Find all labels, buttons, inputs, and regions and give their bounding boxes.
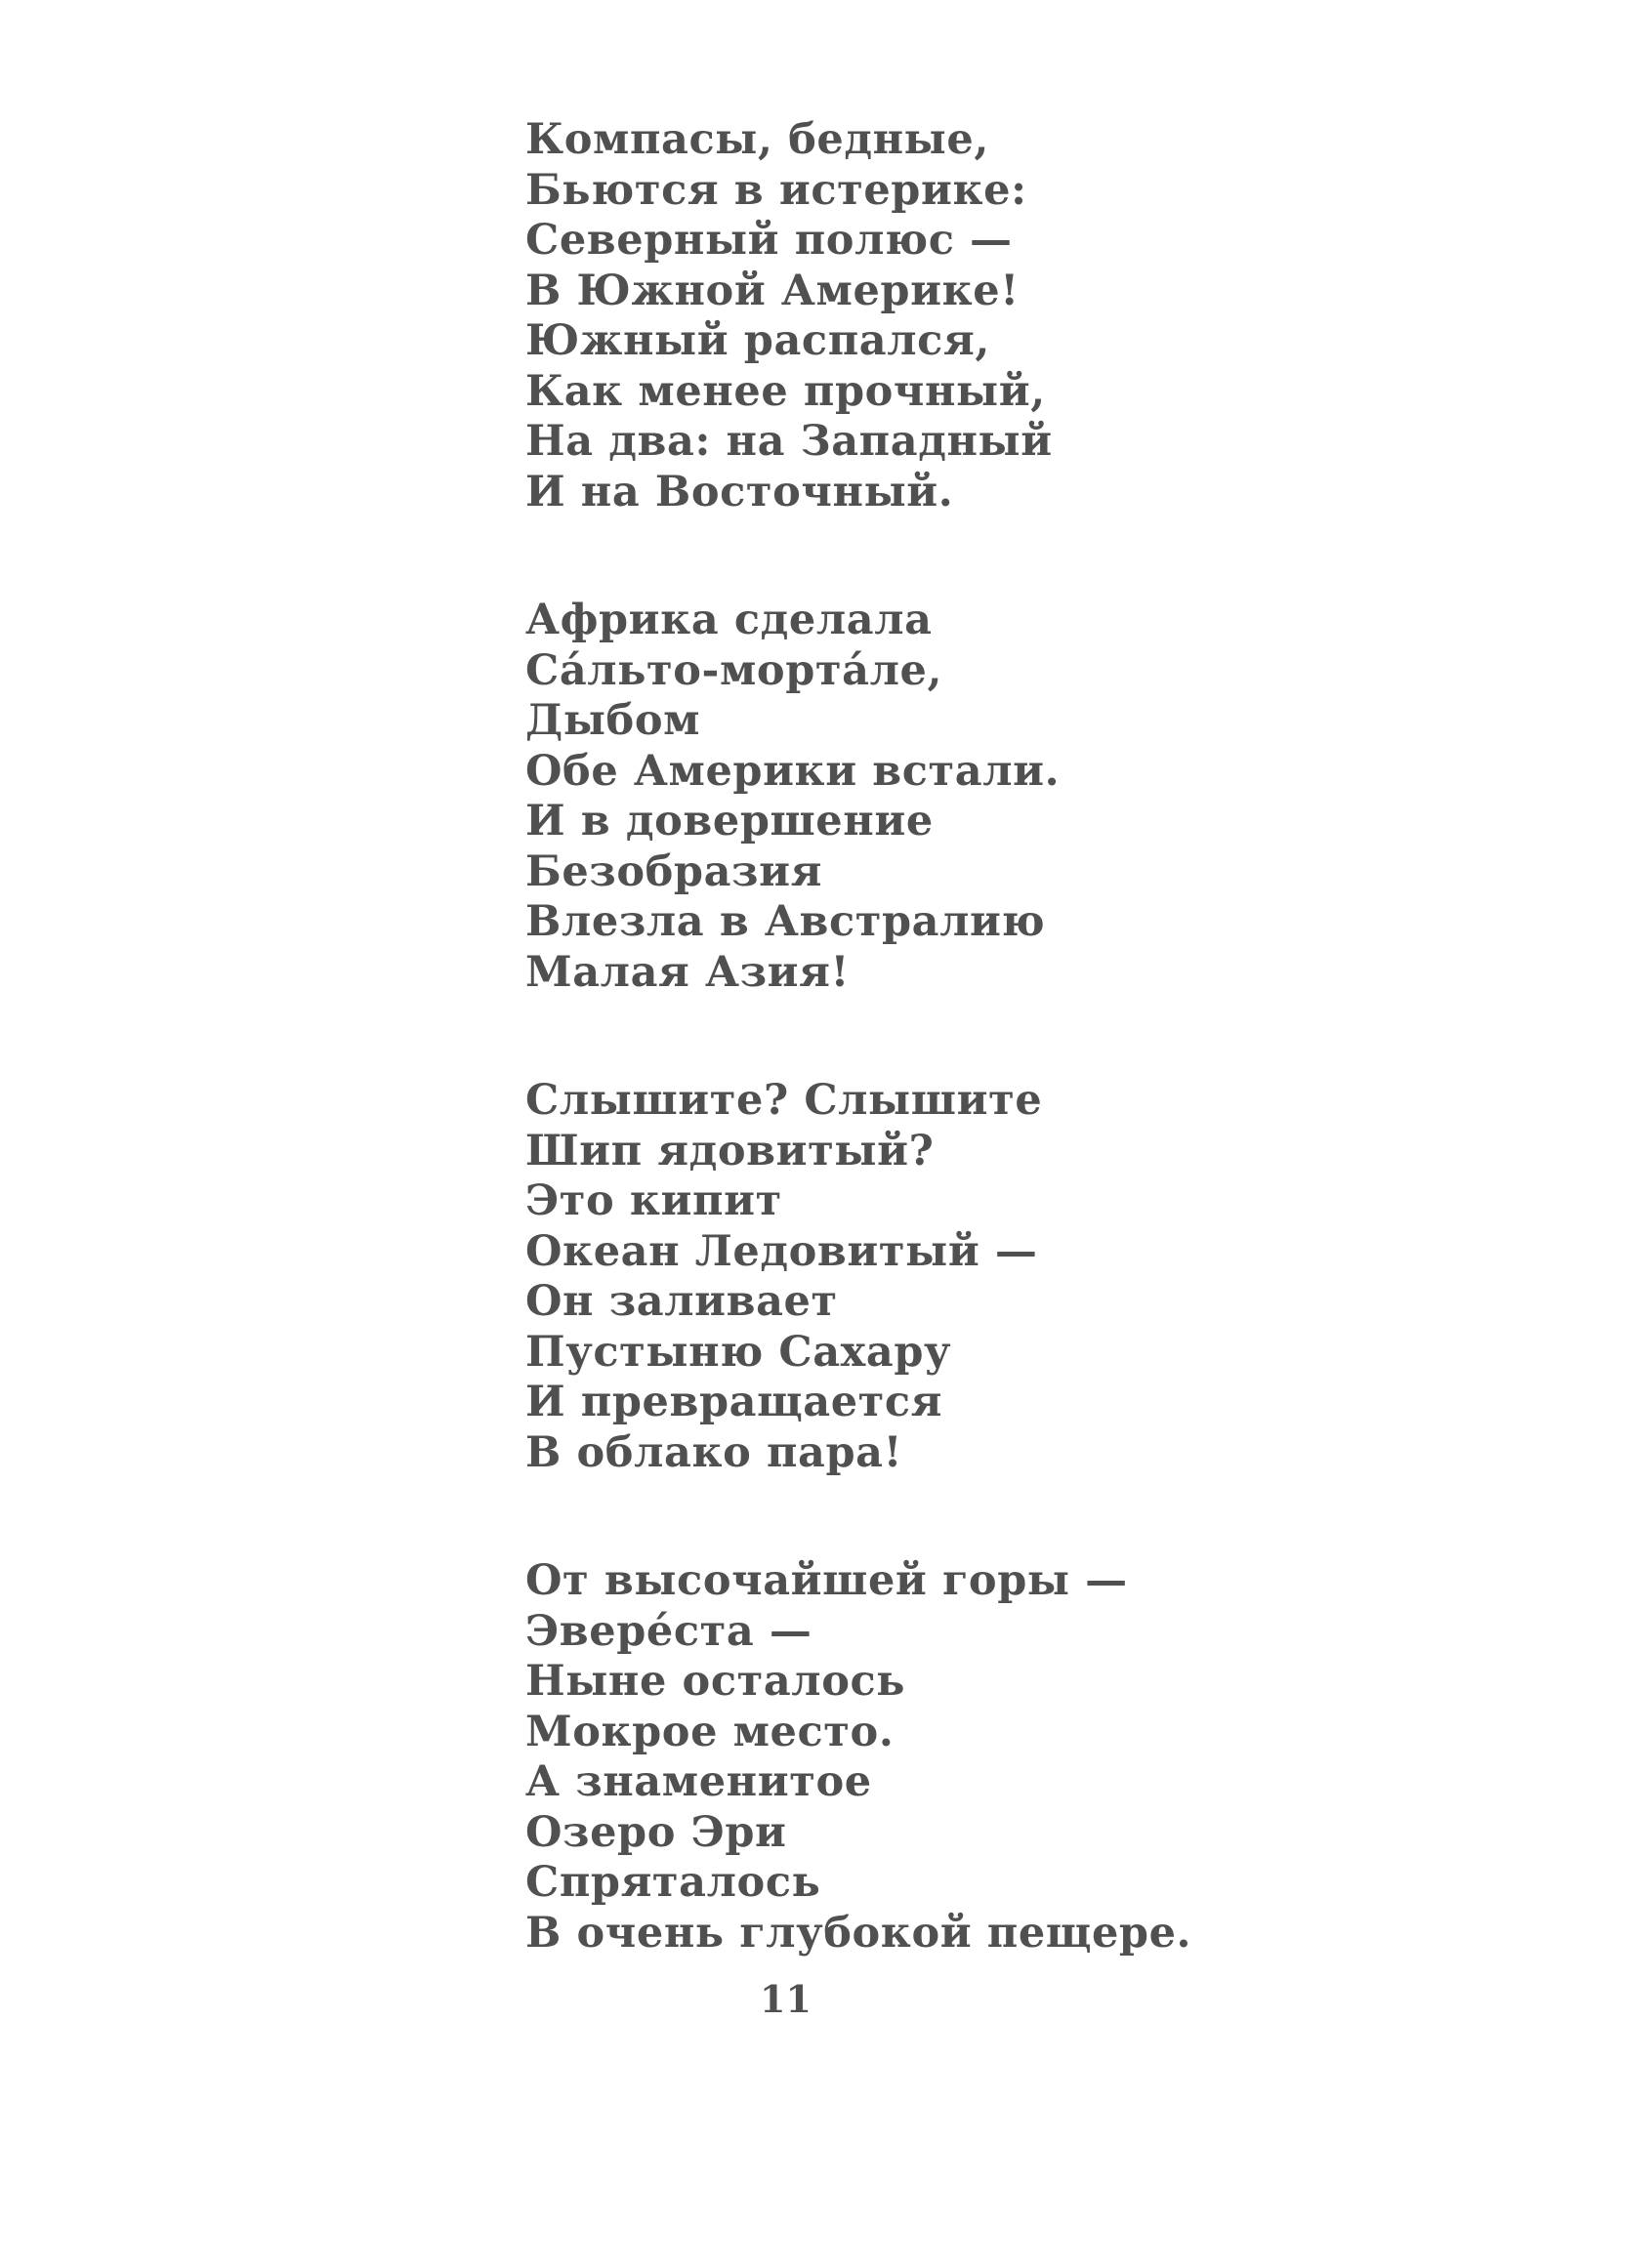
poem-line: Обе Америки встали. [525,746,1061,796]
poem-line: В облако пара! [525,1427,903,1477]
poem-line: Малая Азия! [525,947,850,997]
poem-line: От высочайшей горы — [525,1556,1128,1605]
poem-line: Бьются в истерике: [525,165,1027,215]
stanza-2 [525,596,1502,998]
poem-line: Са́льто-морта́ле, [525,645,943,695]
poem-line: Озеро Эри [525,1807,787,1857]
poem-line: Дыбом [525,696,701,745]
poem-line: Компасы, бедные, [525,115,989,164]
stanza-4 [525,1556,1502,1959]
poem-line: И на Восточный. [525,467,954,516]
poem-line: Безобразия [525,846,822,896]
poem-line: Северный полюс — [525,216,1013,265]
stanza-3 [525,1076,1502,1478]
poem-line: В Южной Америке! [525,266,1020,315]
poem-line: Слышите? Слышите [525,1076,1043,1125]
poem-line: На два: на Западный [525,417,1053,466]
poem-line: Океан Ледовитый — [525,1226,1038,1276]
poem-line: Спряталось [525,1858,821,1907]
poem-line: Ныне осталось [525,1657,906,1706]
page-number: 11 [760,1977,812,2021]
stanza-1 [525,115,1502,517]
poem-line: И превращается [525,1378,943,1426]
poem-line: Влезла в Австралию [525,897,1046,946]
poem-line: Как менее прочный, [525,366,1046,416]
poem-line: И в довершение [525,797,934,845]
poem-line: А знаменитое [525,1757,872,1806]
poem-line: Он заливает [525,1277,838,1326]
poem-line: Шип ядовитый? [525,1126,935,1175]
poem-line: Это кипит [525,1176,782,1225]
poem-line: Африка сделала [525,596,933,644]
poem-line: В очень глубокой пещере. [525,1908,1192,1958]
poem-line: Эвере́ста — [525,1606,812,1656]
poem [525,115,1502,2037]
poem-line: Пустыню Сахару [525,1327,952,1377]
poem-line: Мокрое место. [525,1707,895,1756]
poem-line: Южный распался, [525,316,990,365]
